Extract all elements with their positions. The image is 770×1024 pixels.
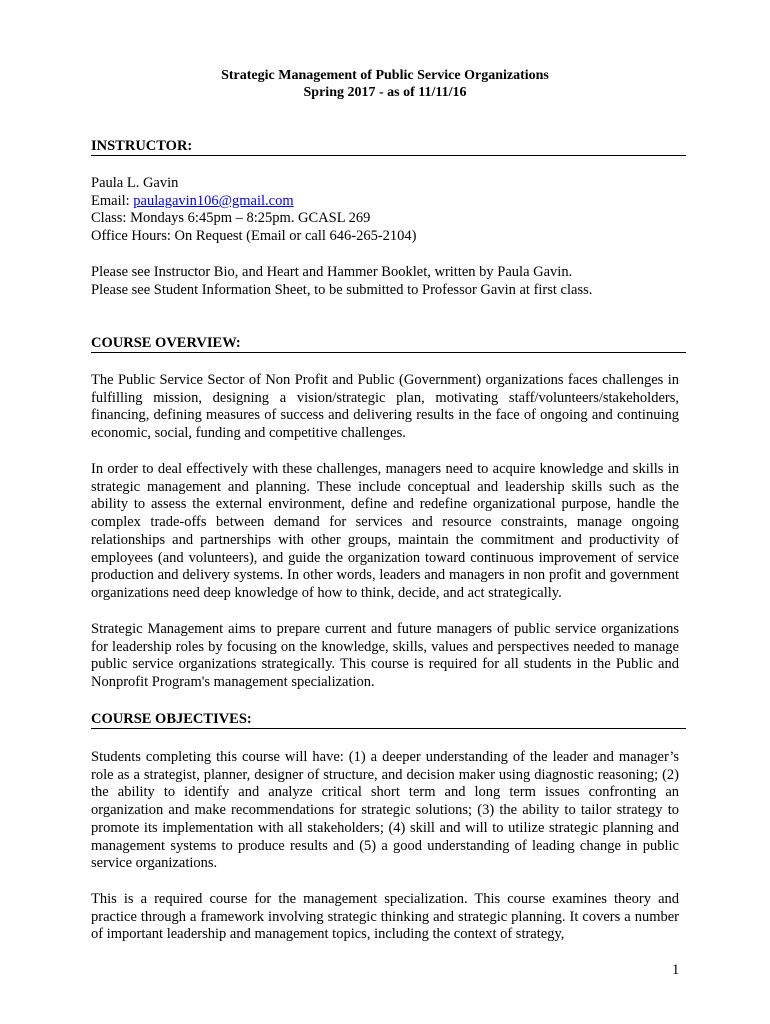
objectives-paragraph-2: This is a required course for the management specialization. This course examines theory and practice through a framework involving strategic thinking and strategic planning. It covers a number of important leadership and management topics, including the context of strategy, <box>91 891 679 943</box>
instructor-heading: INSTRUCTOR: <box>91 138 686 156</box>
course-overview-heading: COURSE OVERVIEW: <box>91 335 686 353</box>
objectives-paragraph-1: Students completing this course will have: (1) a deeper understanding of the leader and manager’s role as a strategist, planner, designer of structure, and decision maker using diagnostic reasoning; (2) the ability to identify and analyze critical short term and long term issues confronting an organization and make recommendations for strategic solutions; (3) the ability to tailor strategy to promote its implementation with all stakeholders; (4) skill and will to utilize strategic planning and management systems to produce results and (5) a good understanding of leading change in public service organizations. <box>91 749 679 872</box>
document-title: Strategic Management of Public Service Organizations <box>221 68 549 83</box>
email-link[interactable]: paulagavin106@gmail.com <box>133 193 294 209</box>
overview-paragraph-3: Strategic Management aims to prepare current and future managers of public service organizations for leadership roles by focusing on the knowledge, skills, values and perspectives needed to manage public service organizations strategically. This course is required for all students in the Public and Nonprofit Program's management specialization. <box>91 621 679 691</box>
overview-paragraph-2: In order to deal effectively with these challenges, managers need to acquire knowledge and skills in strategic management and planning. These include conceptual and leadership skills such as the ability to assess the external environment, define and redefine organizational purpose, handle the complex trade-offs between demand for services and resource constraints, manage ongoing relationships and partnerships with other groups, maintain the commitment and productivity of employees (and volunteers), and guide the organization toward continuous improvement of service production and delivery systems. In other words, leaders and managers in non profit and government organizations need deep knowledge of how to think, decide, and act strategically. <box>91 461 679 601</box>
class-info: Class: Mondays 6:45pm – 8:25pm. GCASL 269 <box>91 210 371 226</box>
instructor-email-line <box>91 193 294 210</box>
instructor-name: Paula L. Gavin <box>91 175 179 191</box>
instructor-note-info-sheet: Please see Student Information Sheet, to be submitted to Professor Gavin at first class. <box>91 282 593 298</box>
email-label: Email: <box>91 193 134 209</box>
instructor-note-bio: Please see Instructor Bio, and Heart and Hammer Booklet, written by Paula Gavin. <box>91 264 573 280</box>
page-number: 1 <box>672 962 680 978</box>
document-subtitle: Spring 2017 - as of 11/11/16 <box>303 85 467 100</box>
course-objectives-heading: COURSE OBJECTIVES: <box>91 711 686 729</box>
overview-paragraph-1: The Public Service Sector of Non Profit and Public (Government) organizations faces challenges in fulfilling mission, designing a vision/strategic plan, motivating staff/volunteers/stakeholders, financing, defining measures of success and delivering results in the face of ongoing and continuing economic, social, funding and competitive challenges. <box>91 372 679 442</box>
office-hours: Office Hours: On Request (Email or call 646-265-2104) <box>91 228 417 244</box>
